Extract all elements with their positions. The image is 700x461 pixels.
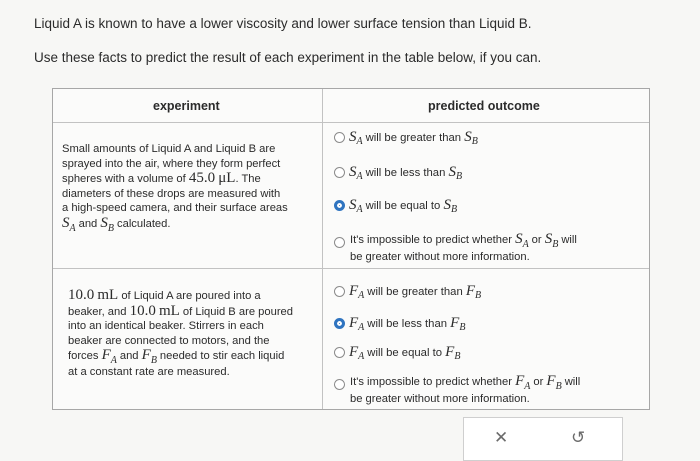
header-experiment: experiment	[153, 99, 220, 113]
radio-button[interactable]	[334, 237, 345, 248]
option-fa-greater[interactable]: F A will be greater than F B	[334, 283, 484, 300]
intro-line-1: Liquid A is known to have a lower viscosity and lower surface tension than Liquid B.	[34, 16, 532, 31]
radio-button[interactable]	[334, 347, 345, 358]
radio-button[interactable]	[334, 379, 345, 390]
header-predicted-outcome: predicted outcome	[428, 99, 540, 113]
header-divider	[53, 122, 649, 123]
radio-button[interactable]	[334, 286, 345, 297]
option-f-impossible[interactable]: It's impossible to predict whether FA or FB will be greater without more information.	[334, 373, 604, 408]
option-fa-less[interactable]: F A will be less than F B	[334, 315, 468, 332]
experiment-1-description: Small amounts of Liquid A and Liquid B are sprayed into the air, where they form perfect spheres with a volume of 45.0 μL. The diameters of these drops are measured with a high-speed camera, and their surface areas SA and SB calculated.	[62, 143, 288, 234]
undo-icon[interactable]: ↺	[571, 428, 586, 447]
radio-button[interactable]	[334, 167, 345, 178]
option-sa-equal[interactable]: S A will be equal to S B	[334, 197, 460, 214]
radio-button[interactable]	[334, 132, 345, 143]
column-divider	[322, 89, 323, 409]
intro-line-2: Use these facts to predict the result of each experiment in the table below, if you can.	[34, 50, 542, 65]
action-bar	[463, 417, 623, 461]
radio-button-selected[interactable]	[334, 318, 345, 329]
close-icon[interactable]: ✕	[494, 428, 509, 447]
option-sa-less[interactable]: S A will be less than S B	[334, 164, 465, 181]
experiment-2-description: 10.0 mL of Liquid A are poured into a beaker, and 10.0 mL of Liquid B are poured into an identical beaker. Stirrers in each beaker are connected to motors, and the forces FA and FB needed to stir each liquid at a constant rate are measured.	[68, 287, 293, 378]
option-fa-equal[interactable]: F A will be equal to F B	[334, 344, 463, 361]
row-divider	[53, 268, 649, 269]
prediction-table	[52, 88, 650, 410]
radio-button-selected[interactable]	[334, 200, 345, 211]
option-sa-greater[interactable]: S A will be greater than S B	[334, 129, 481, 146]
option-s-impossible[interactable]: It's impossible to predict whether SA or SB will be greater without more information.	[334, 231, 604, 266]
